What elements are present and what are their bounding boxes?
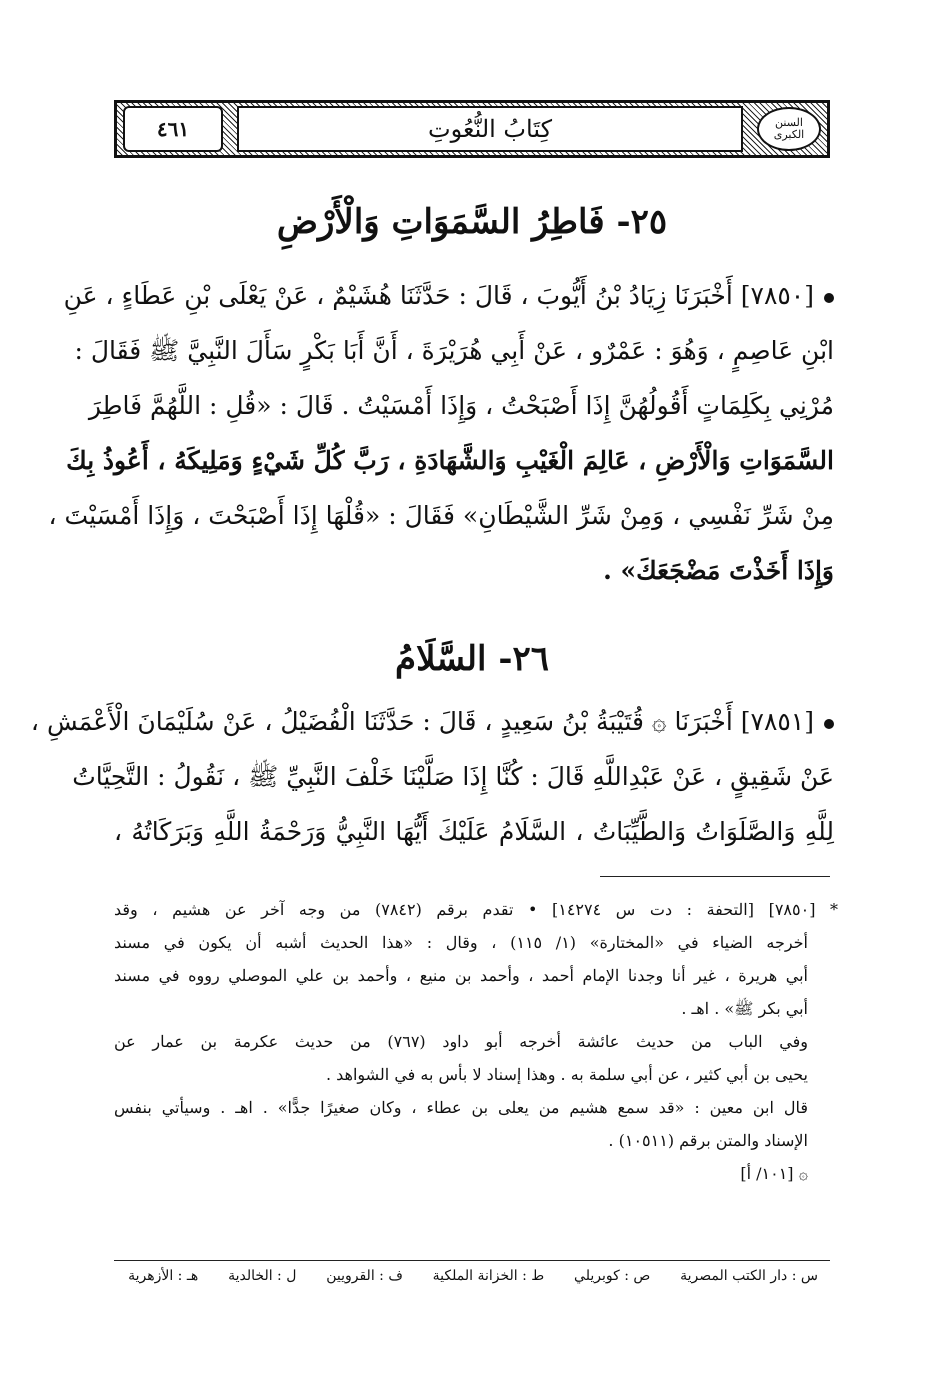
legend-item: ف : القرويين: [326, 1268, 403, 1284]
footnote-divider: [600, 876, 830, 877]
page-header-band: [114, 100, 830, 158]
hadith-line: عَنْ شَقِيقٍ ، عَنْ عَبْدِاللَّهِ قَالَ : كُنَّا إِذَا صَلَّيْنَا خَلْفَ النَّبِيِّ ﷺ ، نَقُولُ : التَّحِيَّاتُ: [72, 762, 834, 791]
hadith-line: [٧٨٥١] أَخْبَرَنَا ۞ قُتَيْبَةُ بْنُ سَعِيدٍ ، قَالَ : حَدَّثَنَا الْفُضَيْلُ ، عَنْ سُلَيْمَانَ الْأَعْمَشِ ،: [114, 694, 834, 749]
hadith-line: لِلَّهِ وَالصَّلَوَاتُ وَالطَّيِّبَاتُ ، السَّلَامُ عَلَيْكَ أَيُّهَا النَّبِيُّ وَرَحْمَةُ اللَّهِ وَبَرَكَاتُهُ ،: [114, 817, 834, 846]
footnote-line: يحيى بن أبي كثير ، عن أبي سلمة به . وهذا إسناد لا بأس به في الشواهد .: [325, 1065, 808, 1084]
book-emblem: السنن الكبرى: [757, 107, 821, 151]
legend-divider: [114, 1260, 830, 1261]
footnote-line: أبي بكر ﷺ» . اهـ .: [681, 999, 808, 1018]
legend-item: ط : الخزانة الملكية: [432, 1268, 545, 1284]
footnote-line: * [٧٨٥٠] [التحفة : دت س ١٤٢٧٤] • تقدم برقم (٧٨٤٢) من وجه آخر عن هشيم ، وقد: [114, 900, 839, 919]
legend-item: ل : الخالدية: [228, 1268, 297, 1284]
hadith-line: ابْنِ عَاصِمٍ ، وَهُوَ : عَمْرٌو ، عَنْ أَبِي هُرَيْرَةَ ، أَنَّ أَبَا بَكْرٍ سَأَلَ النَّبِيَّ ﷺ فَقَالَ :: [74, 336, 834, 365]
footnote-line: أبي هريرة ، غير أنا وجدنا الإمام أحمد ، وأحمد بن منيع ، وأحمد بن علي الموصلي رووه في مسند: [114, 966, 808, 985]
footnote-line: الإسناد والمتن برقم (١٠٥١١) .: [608, 1131, 808, 1150]
legend-item: هـ : الأزهرية: [128, 1268, 199, 1284]
page-number: ٤٦١: [123, 106, 223, 152]
bullet-icon: [824, 293, 834, 303]
hadith-line: مِنْ شَرِّ نَفْسِي ، وَمِنْ شَرِّ الشَّيْطَانِ» فَقَالَ : «قُلْهَا إِذَا أَصْبَحْتَ ، وَإِذَا أَمْسَيْتَ ،: [48, 501, 834, 530]
hadith-line: [٧٨٥٠] أَخْبَرَنَا زِيَادُ بْنُ أَيُّوبَ ، قَالَ : حَدَّثَنَا هُشَيْمٌ ، عَنْ يَعْلَى بْنِ عَطَاءٍ ، عَنِ: [114, 268, 834, 323]
footnote-line: وفي الباب من حديث عائشة أخرجه أبو داود (٧٦٧) من حديث عكرمة بن عمار عن: [114, 1032, 809, 1051]
bullet-icon: [824, 719, 834, 729]
footnotes: [114, 893, 838, 1190]
footnote-line: أخرجه الضياء في «المختارة» (١/ ١١٥) ، وقال : «هذا الحديث أشبه أن يكون في مسند: [114, 933, 809, 952]
hadith-line: وَإِذَا أَخَذْتَ مَضْجَعَكَ» .: [603, 556, 834, 585]
hadith-7851: [30, 694, 834, 859]
manuscript-legend: [128, 1268, 818, 1284]
legend-item: س : دار الكتب المصرية: [680, 1268, 818, 1284]
section-title-26: ٢٦- السَّلَامُ: [395, 639, 549, 679]
hadith-line: السَّمَوَاتِ وَالْأَرْضِ ، عَالِمَ الْغَيْبِ وَالشَّهَادَةِ ، رَبَّ كُلِّ شَيْءٍ وَمَلِيكَهُ ، أَعُوذُ بِكَ: [66, 446, 834, 475]
section-title-25: ٢٥- فَاطِرُ السَّمَوَاتِ وَالْأَرْضِ: [276, 202, 668, 242]
book-title: كِتَابُ النُّعُوتِ: [237, 106, 743, 152]
hadith-line: مُرْنِي بِكَلِمَاتٍ أَقُولُهُنَّ إِذَا أَصْبَحْتُ ، وَإِذَا أَمْسَيْتُ . قَالَ : «قُلِ : اللَّهُمَّ فَاطِرَ: [88, 391, 834, 420]
legend-item: ص : كوبريلي: [574, 1268, 651, 1284]
footnote-line: قال ابن معين : «قد سمع هشيم من يعلى بن عطاء ، وكان صغيرًا جدًّا» . اهـ . وسيأتي بنفس: [114, 1098, 809, 1117]
hadith-7850: [48, 268, 834, 598]
footnote-line: ۞ [١٠١/ أ]: [740, 1164, 808, 1183]
